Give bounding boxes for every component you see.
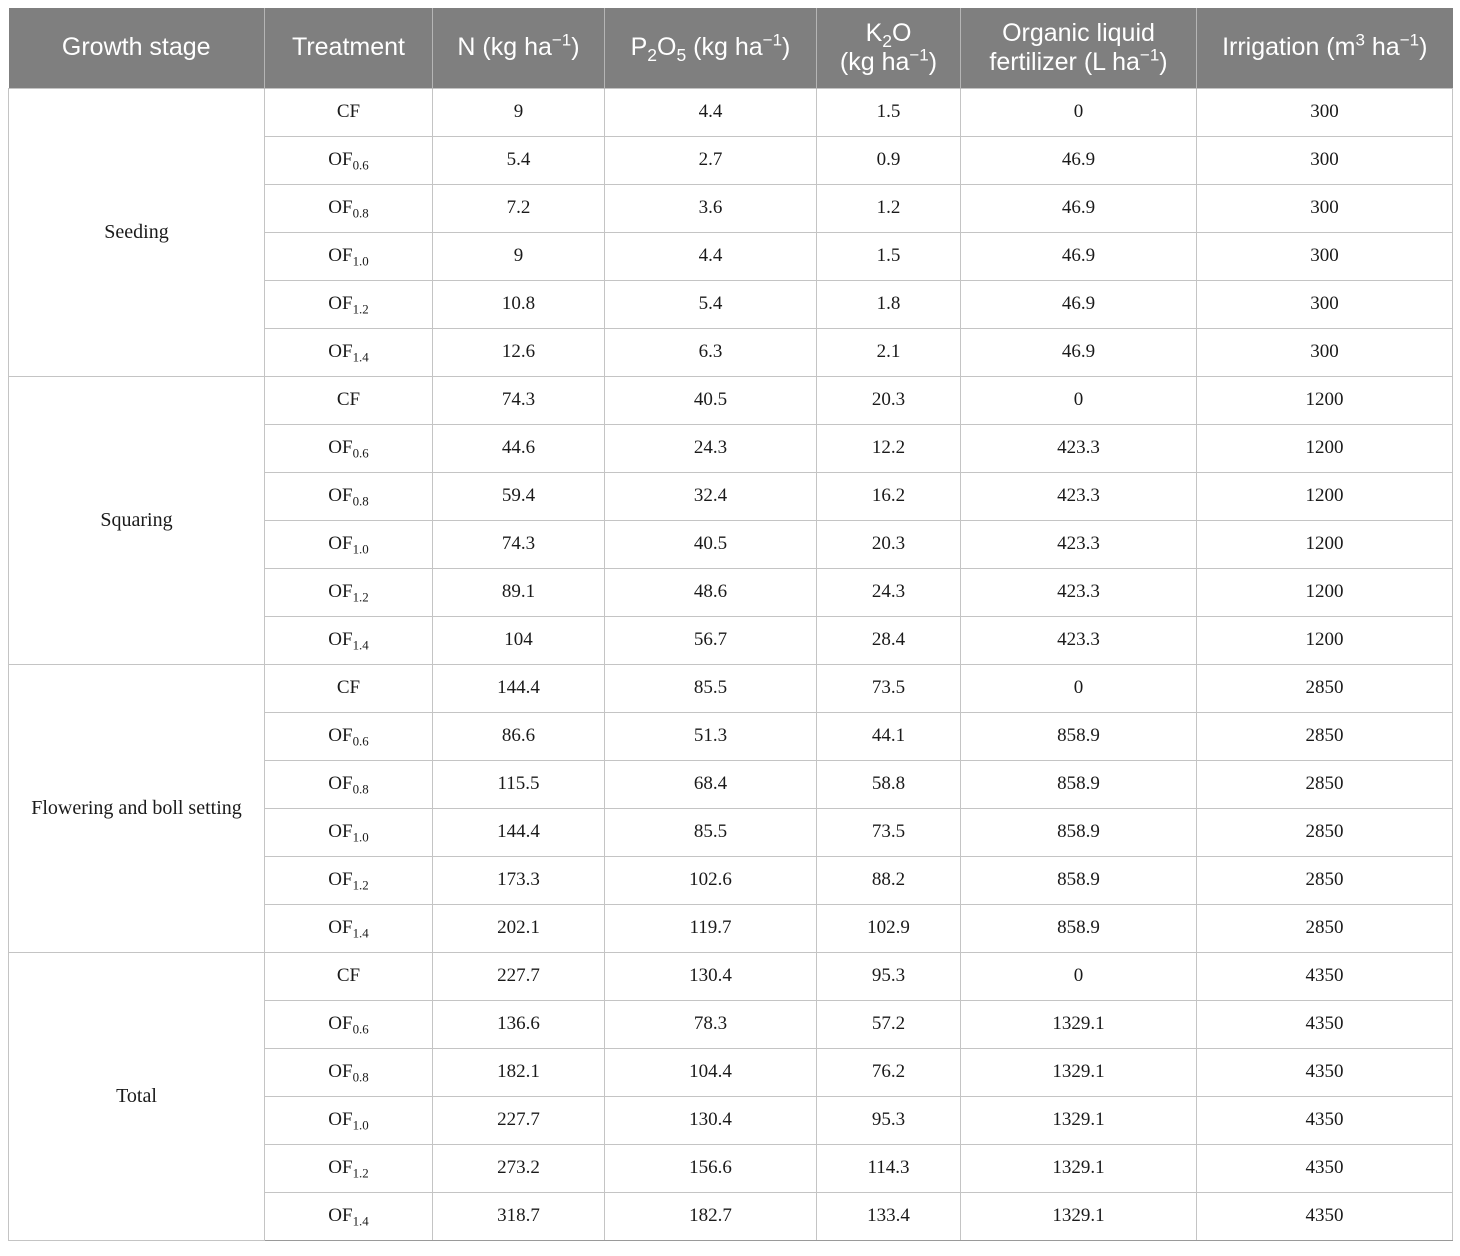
table-row (9, 664, 1453, 712)
k2o-cell: 1.5 (817, 88, 961, 136)
k2o-cell: 76.2 (817, 1048, 961, 1096)
header-row (9, 8, 1453, 88)
p2o5-cell: 119.7 (605, 904, 817, 952)
n-cell: 202.1 (433, 904, 605, 952)
irrigation-cell: 2850 (1197, 904, 1453, 952)
table-row (9, 376, 1453, 424)
growth-stage-cell: Seeding (9, 88, 265, 376)
treatment-level: 0.8 (352, 1069, 369, 1085)
irrigation-cell: 1200 (1197, 616, 1453, 664)
organic-fertilizer-cell: 1329.1 (961, 1192, 1197, 1240)
table-body (9, 88, 1453, 1240)
p2o5-cell: 40.5 (605, 376, 817, 424)
k2o-cell: 1.8 (817, 280, 961, 328)
irrigation-cell: 300 (1197, 136, 1453, 184)
p2o5-cell: 130.4 (605, 952, 817, 1000)
organic-fertilizer-cell: 46.9 (961, 232, 1197, 280)
organic-fertilizer-cell: 46.9 (961, 280, 1197, 328)
organic-fertilizer-cell: 423.3 (961, 568, 1197, 616)
irrigation-cell: 4350 (1197, 1048, 1453, 1096)
treatment-cell (265, 280, 433, 328)
k2o-cell: 95.3 (817, 1096, 961, 1144)
treatment-level: 1.2 (352, 877, 369, 893)
table-row (9, 952, 1453, 1000)
treatment-cell (265, 472, 433, 520)
table-container (8, 8, 1452, 1241)
n-cell: 7.2 (433, 184, 605, 232)
k2o-cell: 73.5 (817, 664, 961, 712)
treatment-cell (265, 1048, 433, 1096)
p2o5-cell: 5.4 (605, 280, 817, 328)
n-cell: 104 (433, 616, 605, 664)
n-cell: 74.3 (433, 376, 605, 424)
irrigation-cell: 2850 (1197, 760, 1453, 808)
treatment-label: OF (328, 293, 353, 314)
k2o-cell: 95.3 (817, 952, 961, 1000)
irrigation-cell: 1200 (1197, 424, 1453, 472)
header-irrigation: Irrigation ($m^3$ $ha^{-1}$) (1197, 8, 1453, 88)
treatment-cell (265, 616, 433, 664)
treatment-level: 1.0 (352, 541, 369, 557)
n-cell: 144.4 (433, 664, 605, 712)
fertilizer-irrigation-table (8, 8, 1453, 1241)
treatment-level: 0.8 (352, 781, 369, 797)
organic-fertilizer-cell: 0 (961, 376, 1197, 424)
organic-fertilizer-cell: 1329.1 (961, 1096, 1197, 1144)
treatment-level: 1.0 (352, 829, 369, 845)
p2o5-cell: 56.7 (605, 616, 817, 664)
treatment-cell (265, 232, 433, 280)
treatment-label: OF (328, 437, 353, 458)
treatment-label: CF (336, 677, 361, 698)
n-cell: 74.3 (433, 520, 605, 568)
p2o5-cell: 78.3 (605, 1000, 817, 1048)
treatment-level: 1.4 (352, 925, 369, 941)
n-cell: 89.1 (433, 568, 605, 616)
treatment-level: 1.2 (352, 301, 369, 317)
treatment-level: 0.6 (352, 157, 369, 173)
k2o-cell: 133.4 (817, 1192, 961, 1240)
p2o5-cell: 40.5 (605, 520, 817, 568)
k2o-cell: 28.4 (817, 616, 961, 664)
k2o-cell: 44.1 (817, 712, 961, 760)
treatment-cell (265, 1192, 433, 1240)
p2o5-cell: 85.5 (605, 808, 817, 856)
n-cell: 273.2 (433, 1144, 605, 1192)
organic-fertilizer-cell: 0 (961, 88, 1197, 136)
n-cell: 173.3 (433, 856, 605, 904)
irrigation-cell: 300 (1197, 280, 1453, 328)
irrigation-cell: 4350 (1197, 952, 1453, 1000)
p2o5-cell: 3.6 (605, 184, 817, 232)
p2o5-cell: 48.6 (605, 568, 817, 616)
treatment-cell (265, 520, 433, 568)
n-cell: 115.5 (433, 760, 605, 808)
p2o5-cell: 182.7 (605, 1192, 817, 1240)
organic-fertilizer-cell: 858.9 (961, 760, 1197, 808)
growth-stage-cell: Squaring (9, 376, 265, 664)
k2o-cell: 58.8 (817, 760, 961, 808)
header-p2o5: $P_2O_5$ (kg $ha^{-1}$) (605, 8, 817, 88)
treatment-label: OF (328, 197, 353, 218)
k2o-cell: 102.9 (817, 904, 961, 952)
p2o5-cell: 104.4 (605, 1048, 817, 1096)
irrigation-cell: 4350 (1197, 1000, 1453, 1048)
table-row (9, 88, 1453, 136)
treatment-cell (265, 88, 433, 136)
treatment-level: 0.6 (352, 733, 369, 749)
treatment-level: 0.6 (352, 445, 369, 461)
treatment-label: OF (328, 1205, 353, 1226)
organic-fertilizer-cell: 46.9 (961, 136, 1197, 184)
p2o5-cell: 51.3 (605, 712, 817, 760)
treatment-cell (265, 808, 433, 856)
irrigation-cell: 4350 (1197, 1192, 1453, 1240)
k2o-cell: 2.1 (817, 328, 961, 376)
treatment-cell (265, 712, 433, 760)
treatment-label: CF (336, 389, 361, 410)
organic-fertilizer-cell: 858.9 (961, 712, 1197, 760)
k2o-cell: 1.5 (817, 232, 961, 280)
p2o5-cell: 102.6 (605, 856, 817, 904)
k2o-cell: 16.2 (817, 472, 961, 520)
irrigation-cell: 1200 (1197, 472, 1453, 520)
p2o5-cell: 4.4 (605, 232, 817, 280)
p2o5-cell: 68.4 (605, 760, 817, 808)
n-cell: 10.8 (433, 280, 605, 328)
k2o-cell: 0.9 (817, 136, 961, 184)
n-cell: 44.6 (433, 424, 605, 472)
n-cell: 182.1 (433, 1048, 605, 1096)
treatment-label: OF (328, 821, 353, 842)
treatment-label: OF (328, 869, 353, 890)
treatment-label: OF (328, 773, 353, 794)
irrigation-cell: 1200 (1197, 520, 1453, 568)
treatment-label: OF (328, 629, 353, 650)
treatment-level: 1.4 (352, 1213, 369, 1229)
n-cell: 9 (433, 232, 605, 280)
treatment-label: OF (328, 1013, 353, 1034)
irrigation-cell: 300 (1197, 328, 1453, 376)
organic-fertilizer-cell: 0 (961, 664, 1197, 712)
n-cell: 5.4 (433, 136, 605, 184)
treatment-label: OF (328, 917, 353, 938)
k2o-cell: 88.2 (817, 856, 961, 904)
organic-fertilizer-cell: 423.3 (961, 472, 1197, 520)
p2o5-cell: 2.7 (605, 136, 817, 184)
treatment-cell (265, 856, 433, 904)
p2o5-cell: 32.4 (605, 472, 817, 520)
irrigation-cell: 2850 (1197, 808, 1453, 856)
treatment-cell (265, 760, 433, 808)
k2o-cell: 20.3 (817, 520, 961, 568)
organic-fertilizer-cell: 1329.1 (961, 1144, 1197, 1192)
treatment-label: CF (336, 101, 361, 122)
treatment-cell (265, 1144, 433, 1192)
treatment-level: 1.0 (352, 1117, 369, 1133)
treatment-level: 1.0 (352, 253, 369, 269)
growth-stage-cell: Flowering and boll setting (9, 664, 265, 952)
treatment-level: 0.8 (352, 493, 369, 509)
treatment-cell (265, 664, 433, 712)
p2o5-cell: 156.6 (605, 1144, 817, 1192)
organic-fertilizer-cell: 46.9 (961, 184, 1197, 232)
treatment-label: OF (328, 1061, 353, 1082)
header-growth-stage: Growth stage (9, 8, 265, 88)
p2o5-cell: 24.3 (605, 424, 817, 472)
header-n: N (kg $ha^{-1}$) (433, 8, 605, 88)
irrigation-cell: 300 (1197, 88, 1453, 136)
organic-fertilizer-cell: 1329.1 (961, 1048, 1197, 1096)
n-cell: 227.7 (433, 952, 605, 1000)
p2o5-cell: 4.4 (605, 88, 817, 136)
treatment-cell (265, 184, 433, 232)
treatment-cell (265, 1000, 433, 1048)
organic-fertilizer-cell: 1329.1 (961, 1000, 1197, 1048)
irrigation-cell: 4350 (1197, 1144, 1453, 1192)
treatment-label: OF (328, 149, 353, 170)
n-cell: 9 (433, 88, 605, 136)
k2o-cell: 24.3 (817, 568, 961, 616)
irrigation-cell: 2850 (1197, 712, 1453, 760)
n-cell: 136.6 (433, 1000, 605, 1048)
treatment-cell (265, 952, 433, 1000)
organic-fertilizer-cell: 858.9 (961, 808, 1197, 856)
irrigation-cell: 300 (1197, 232, 1453, 280)
n-cell: 59.4 (433, 472, 605, 520)
treatment-cell (265, 376, 433, 424)
treatment-label: OF (328, 581, 353, 602)
k2o-cell: 73.5 (817, 808, 961, 856)
irrigation-cell: 2850 (1197, 664, 1453, 712)
treatment-cell (265, 1096, 433, 1144)
treatment-level: 0.6 (352, 1021, 369, 1037)
treatment-label: CF (336, 965, 361, 986)
treatment-label: OF (328, 533, 353, 554)
treatment-level: 1.2 (352, 1165, 369, 1181)
organic-fertilizer-cell: 46.9 (961, 328, 1197, 376)
n-cell: 86.6 (433, 712, 605, 760)
irrigation-cell: 1200 (1197, 376, 1453, 424)
treatment-cell (265, 904, 433, 952)
treatment-label: OF (328, 1109, 353, 1130)
organic-fertilizer-cell: 423.3 (961, 616, 1197, 664)
treatment-level: 1.2 (352, 589, 369, 605)
n-cell: 144.4 (433, 808, 605, 856)
treatment-level: 1.4 (352, 349, 369, 365)
treatment-label: OF (328, 245, 353, 266)
irrigation-cell: 2850 (1197, 856, 1453, 904)
treatment-label: OF (328, 485, 353, 506)
header-k2o: $K_2O$ (kg $ha^{-1}$) (817, 8, 961, 88)
treatment-cell (265, 328, 433, 376)
header-organic-liquid-fertilizer: Organic liquid fertilizer (L $ha^{-1}$) (961, 8, 1197, 88)
organic-fertilizer-cell: 423.3 (961, 424, 1197, 472)
n-cell: 318.7 (433, 1192, 605, 1240)
k2o-cell: 20.3 (817, 376, 961, 424)
treatment-cell (265, 568, 433, 616)
treatment-cell (265, 136, 433, 184)
header-treatment: Treatment (265, 8, 433, 88)
k2o-cell: 1.2 (817, 184, 961, 232)
treatment-label: OF (328, 1157, 353, 1178)
treatment-label: OF (328, 725, 353, 746)
treatment-label: OF (328, 341, 353, 362)
irrigation-cell: 4350 (1197, 1096, 1453, 1144)
organic-fertilizer-cell: 423.3 (961, 520, 1197, 568)
k2o-cell: 12.2 (817, 424, 961, 472)
growth-stage-cell: Total (9, 952, 265, 1240)
organic-fertilizer-cell: 858.9 (961, 856, 1197, 904)
treatment-cell (265, 424, 433, 472)
p2o5-cell: 130.4 (605, 1096, 817, 1144)
n-cell: 227.7 (433, 1096, 605, 1144)
k2o-cell: 57.2 (817, 1000, 961, 1048)
organic-fertilizer-cell: 858.9 (961, 904, 1197, 952)
p2o5-cell: 6.3 (605, 328, 817, 376)
treatment-level: 1.4 (352, 637, 369, 653)
irrigation-cell: 1200 (1197, 568, 1453, 616)
n-cell: 12.6 (433, 328, 605, 376)
treatment-level: 0.8 (352, 205, 369, 221)
k2o-cell: 114.3 (817, 1144, 961, 1192)
irrigation-cell: 300 (1197, 184, 1453, 232)
organic-fertilizer-cell: 0 (961, 952, 1197, 1000)
p2o5-cell: 85.5 (605, 664, 817, 712)
